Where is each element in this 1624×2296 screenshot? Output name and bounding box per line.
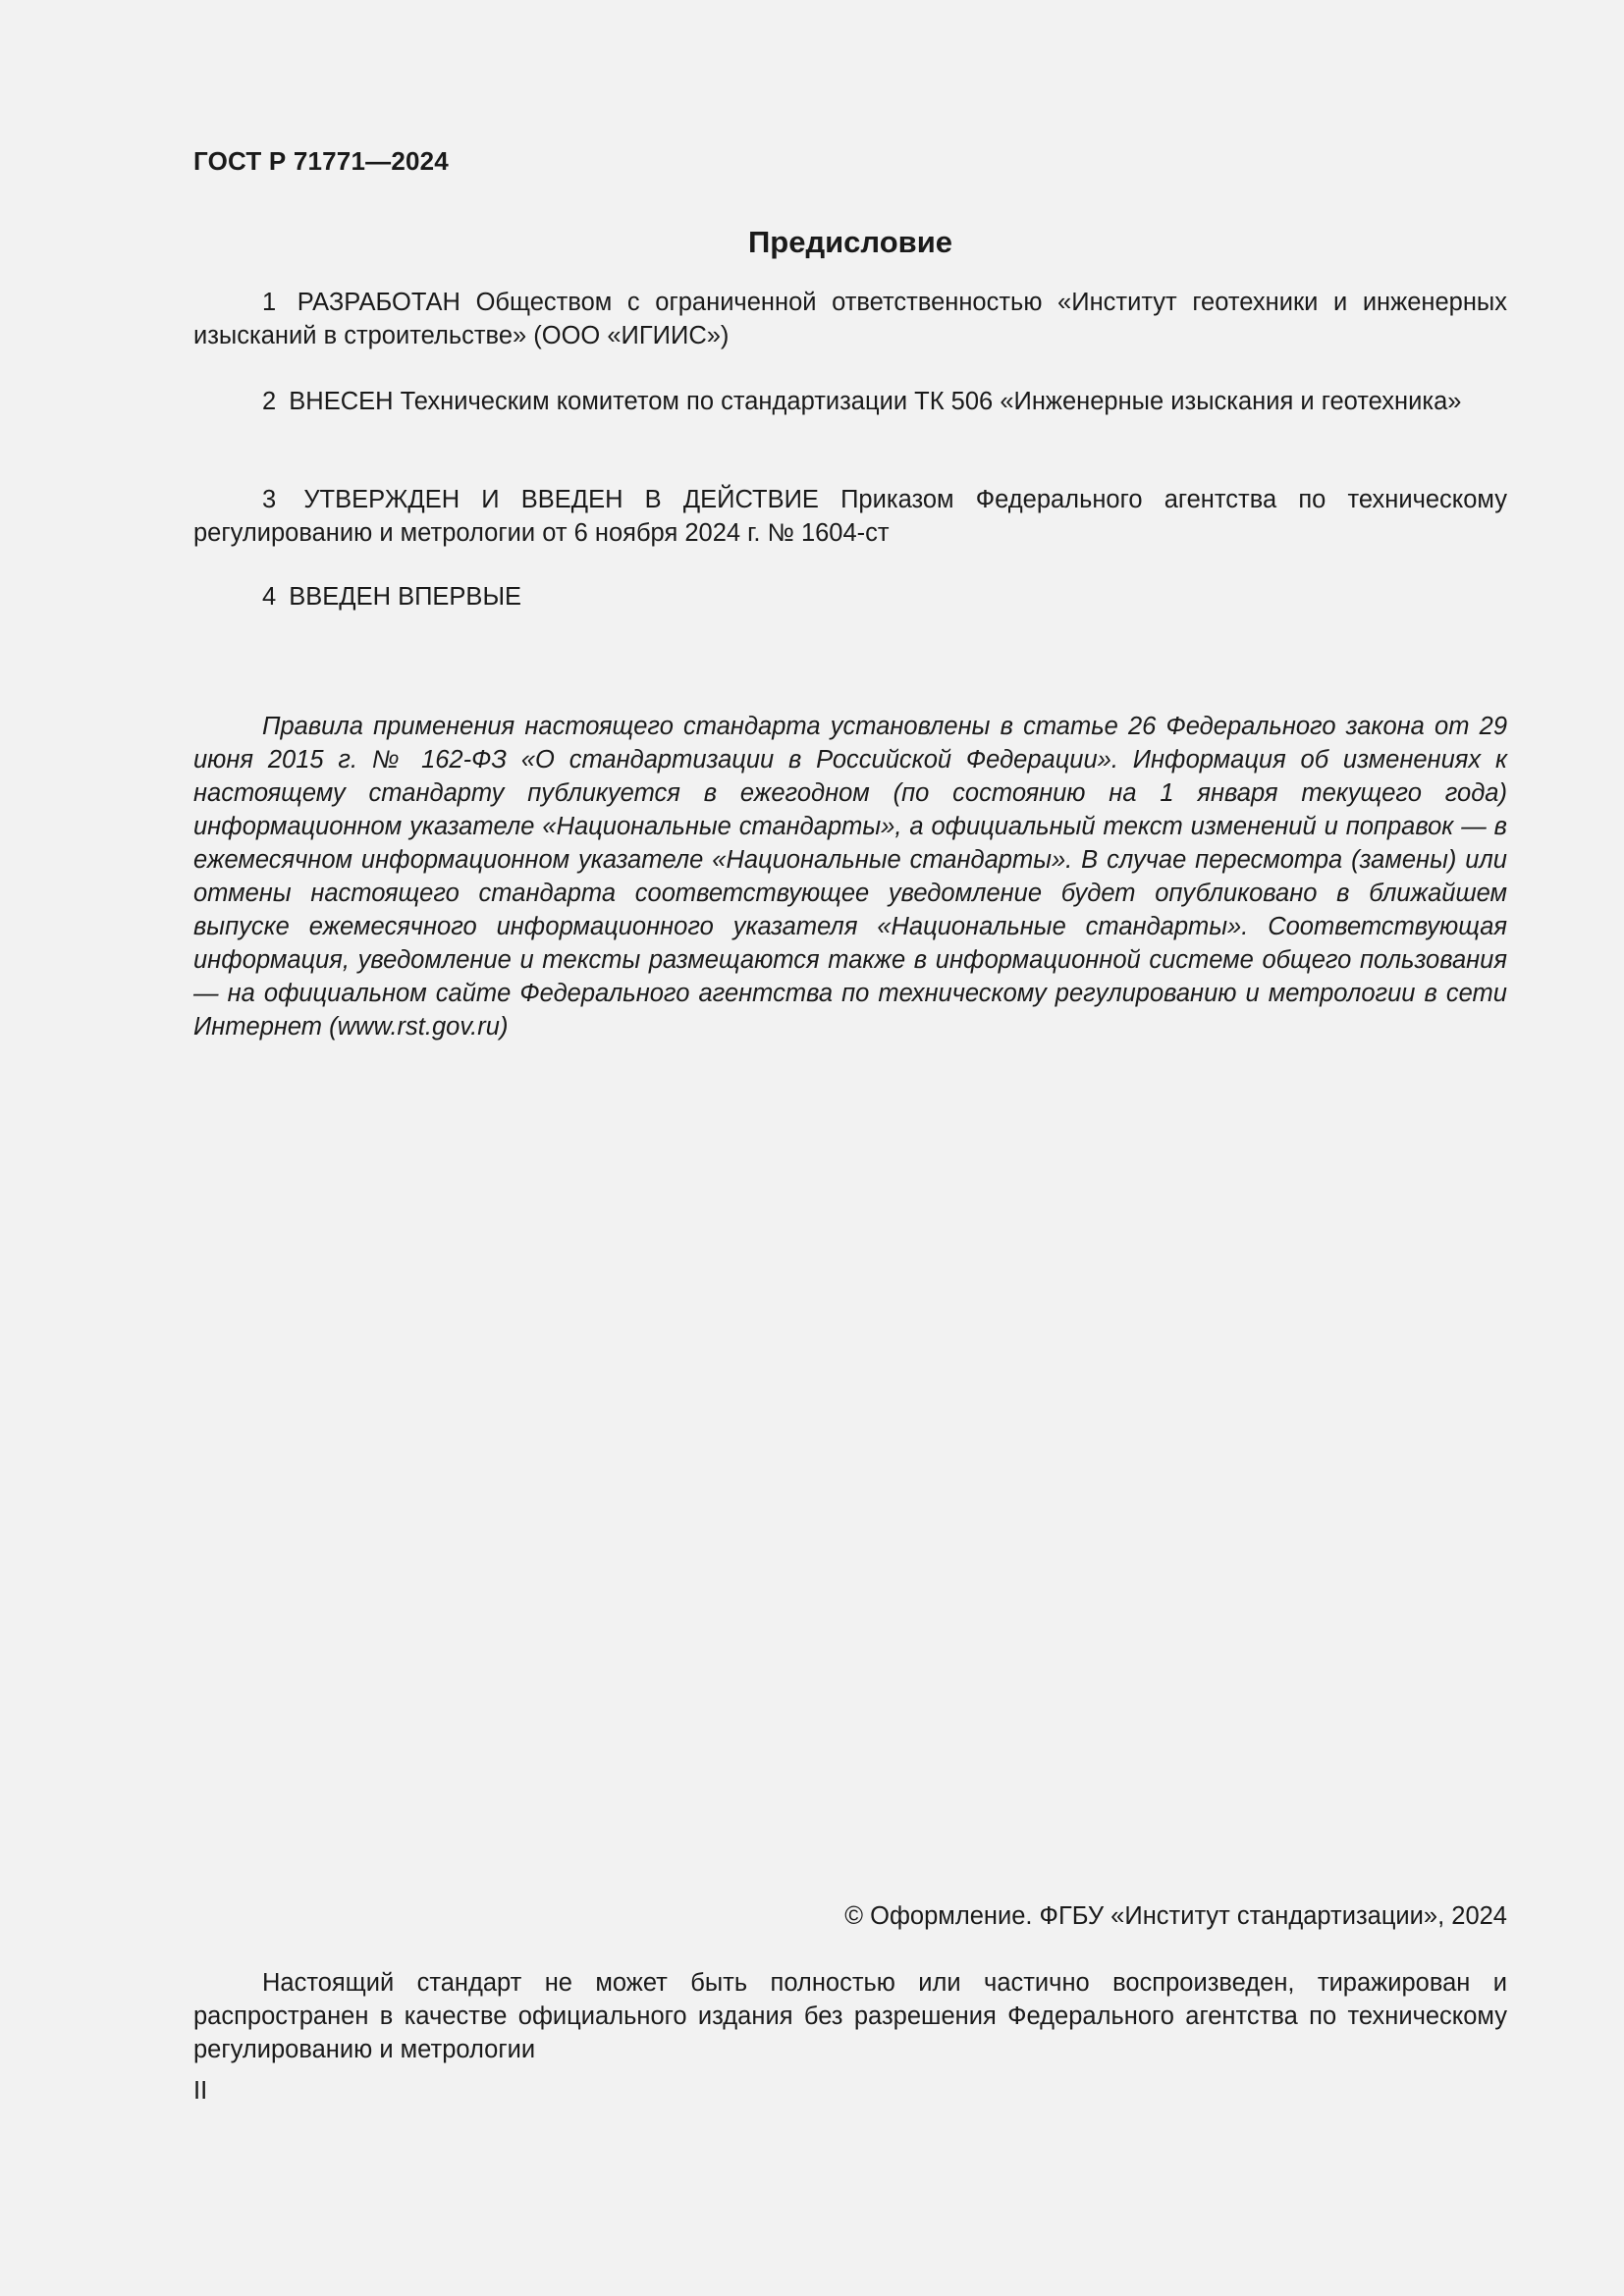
item-number: 2 <box>262 388 277 415</box>
foreword-item-3 <box>193 483 1507 550</box>
item-text: УТВЕРЖДЕН И ВВЕДЕН В ДЕЙСТВИЕ Приказом Федерального агентства по техническому регулированию и метрологии от 6 ноября 2024 г. № 1604-ст <box>193 486 1507 547</box>
item-number: 4 <box>262 583 277 611</box>
page-number: II <box>193 2077 208 2105</box>
copyright-line: © Оформление. ФГБУ «Институт стандартизации», 2024 <box>844 1902 1507 1930</box>
standard-code: ГОСТ Р 71771—2024 <box>193 146 449 176</box>
item-text: ВНЕСЕН Техническим комитетом по стандартизации ТК 506 «Инженерные изыскания и геотехника» <box>289 388 1462 415</box>
item-text: ВВЕДЕН ВПЕРВЫЕ <box>289 583 522 611</box>
section-title: Предисловие <box>747 225 952 259</box>
reproduction-notice: Настоящий стандарт не может быть полностью или частично воспроизведен, тиражирован и распространен в качестве официального издания без разрешения Федерального агентства по техническому регулированию и метрологии <box>193 1969 1507 2063</box>
item-number: 1 <box>262 289 277 316</box>
item-number: 3 <box>262 486 277 513</box>
foreword-item-1 <box>193 286 1507 352</box>
foreword-item-4 <box>193 580 1507 614</box>
item-text: РАЗРАБОТАН Обществом с ограниченной ответственностью «Институт геотехники и инженерных изысканий в строительстве» (ООО «ИГИИС») <box>193 289 1507 349</box>
application-rules-note: Правила применения настоящего стандарта установлены в статье 26 Федерального закона от 29 июня 2015 г. № 162-ФЗ «О стандартизации в Российской Федерации». Информация об изменениях к настоящему стандарту публикуется в ежегодном (по состоянию на 1 января текущего года) информационном указателе «Национальные стандарты», а официальный текст изменений и поправок — в ежемесячном информационном указателе «Национальные стандарты». В случае пересмотра (замены) или отмены настоящего стандарта соответствующее уведомление будет опубликовано в ближайшем выпуске ежемесячного информационного указателя «Национальные стандарты». Соответствующая информация, уведомление и тексты размещаются также в информационной системе общего пользования — на официальном сайте Федерального агентства по техническому регулированию и метрологии в сети Интернет (www.rst.gov.ru) <box>193 713 1507 1041</box>
foreword-item-2 <box>193 385 1507 418</box>
